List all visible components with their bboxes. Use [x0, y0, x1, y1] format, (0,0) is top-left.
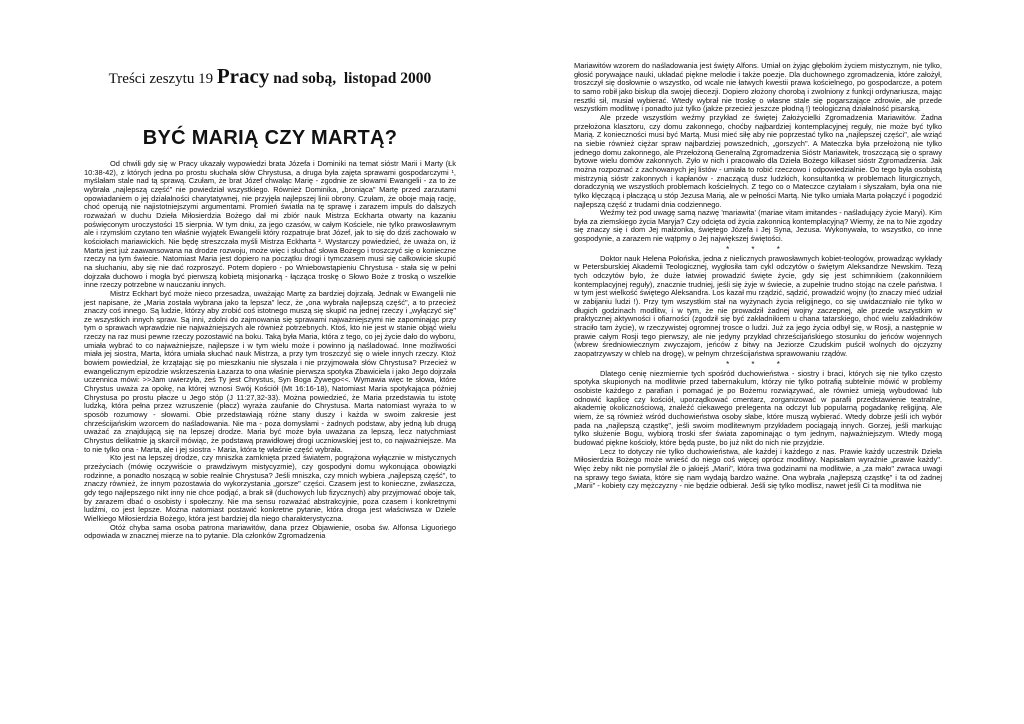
- paragraph: Dlatego cenię niezmiernie tych spośród duchowieństwa - siostry i braci, których się nie tylko często spotyka skupionych na modlitwie przed tabernakulum, którzy nie tylko potrafią subtelnie mówić w problemy osobiste każdego z parafian i pomagać je po Bożemu rozwiązywać, ale również umieją wybudować lub odnowić kaplicę czy kościół, uporządkować cmentarz, zorganizować w parafii przedstawienie teatralne, akademię okolicznościową, znaleźć ciekawego prelegenta na odczyt lub popularną pogadankę religijną. Ale wiem, że są również wśród duchowieństwa osoby słabe, które muszą wybierać. Wtedy dobrze jeśli ich wybór pada na „najlepszą cząstkę", jeśli swoim modlitewnym przykładem pociągają innych. Gorzej, jeśli markując tylko służenie Bogu, wybiorą troski sfer świata zapominając o tym jednym, najważniejszym. Wtedy mogą budować piękne kościoły, które będą puste, bo już nikt do nich nie przyjdzie.: [574, 368, 942, 447]
- paragraph: Ale przede wszystkim weźmy przykład ze świętej Założycielki Zgromadzenia Mariawitów. Żadna przełożona klasztoru, czy domu zakonnego, choćby najbardziej kontemplacyjnej reguły, nie może być tylko Marią. Z konieczności musi być Martą. Musi mieć siłę aby nie poprzestać tylko na „najlepszej części", ale wziąć na siebie również ciężar spraw najbardziej powszednich, „gorszych". A Mateczka była przełożoną nie tylko jednego domu zakonnego, ale Przełożoną Generalną Zgromadzenia Sióstr Mariawitek, troszczącą się o sprawy bytowe wielu domów zakonnych. Żyło w nich i pracowało dla Dzieła Bożego kilkaset sióstr Zgromadzenia. Jak można rozpoznać z zachowanych jej listów - umiała to robić rzeczowo i odpowiedzialnie. Do tego była osobistą mistrzynią sióstr zakonnych i kapłanów - znaczącą dusz ludzkich, konsultantką w problemach liturgicznych, doradczynią we wszystkich problemach kościelnych. Z tego co o Mateczce czytałam i słyszałam, była ona nie tylko klęczącą i płaczącą u stóp Jezusa Marią, ale w pełności Martą. Nie tylko umiała Marta połączyć i pogodzić najlepszą część z trudami dnia codziennego.: [574, 112, 942, 209]
- section-divider: * * *: [726, 244, 790, 254]
- article-title: BYĆ MARIĄ CZY MARTĄ?: [142, 127, 398, 149]
- paragraph: Lecz to dotyczy nie tylko duchowieństwa, ale każdej i każdego z nas. Prawie każdy uczestnik Dzieła Miłosierdzia Bożego może wnieść do niego coś więcej oprócz modlitwy. Napisałam wyraźnie „prawie każdy". Więc żeby nikt nie pomyślał źle o jakiejś „Marii", która trwa godzinami na modlitwie, a „za mało" zwraca uwagi na sprawy tego świata, które się nam wydają bardzo ważne. Ona wybrała „najlepszą cząstkę" i ta od żadnej „Marii" - kobiety czy mężczyzny - nie będzie odbierał. Jeśli się tylko modlisz, nawet jeśli Ci ta modlitwa nie: [574, 446, 942, 491]
- paragraph: Weźmy też pod uwagę samą nazwę 'mariawita' (mariae vitam imitandes - naśladujący życie Maryi). Kim była za ziemskiego życia Maryja? Czy odcięta od życia zakonnicą kontemplacyjną? Wiemy, że na to Nie zgodzy się znaczy się i dom Jej małżonka, świętego Józefa i Jej Syna, Jezusa. Wykonywała, to wszystko, co inne gospodynie, a zarazem nie wątpmy o Jej największej świętości.: [574, 208, 942, 244]
- paragraph: Mistrz Eckhart być może nieco przesadza, uważając Martę za bardziej dojrzałą. Jednak w Ewangelii nie jest napisane, że „Maria została wybrana jako ta lepsza" lecz, że „ona wybrała najlepszą część", a to przecież znaczy coś innego. Są ludzie, którzy aby zrobić coś istotnego muszą się skupić na jednej rzeczy i „wyłączyć się" ze wszystkich innych spraw. Są inni, zdolni do zajmowania się sprawami najważniejszymi nie zapominając przy tym o sprawach wprawdzie nie najważniejszych ale również potrzebnych. Ktoś, kto nie jest w stanie objąć wielu rzeczy na raz musi pewne rzeczy pozostawić na boku. Taką była Maria, która z tego, co jej życie dało do wyboru, umiała wybrać to co najważniejsze, najlepsze i w tym wielu może i powinno ją naśladować. Inne możliwości miała jej siostra, Marta, która umiała słuchać nauk Mistrza, a przy tym troszczyć się o wiele innych rzeczy. Ktoż bowiem powiedział, że krzątając się po mieszkaniu nie słyszała i nie przyjmowała słów Chrystusa? Przecież w ewangelicznym epizodzie wskrzeszenia Łazarza to ona właśnie pierwsza spotyka Zbawiciela i jako Jego dojrzała uczennica mówi: >>Jam uwierzyła, żeś Ty jest Chrystus, Syn Boga Żywego<<. Wymawia więc te słowa, które Chrystus uważa za opokę, na której wznosi Swój Kościół (Mt 16:16-18), Natomiast Maria spotykająca później Chrystusa po prostu płacze u Jego stóp (J 11:27,32-33). Można powiedzieć, że Maria przedstawia tu istotę ludzką, która pełna przez wzruszenie (płacz) wyraża zaufanie do Chrystusa. Marta natomiast wyraża to w sposób rozumowy - słowami. Obie przedstawiają różne stany duszy i każda w swoim zakresie jest chrześcijańskim wzorcem do naśladowania. Nie ma - poza domysłami - żadnych podstaw, aby jedną lub drugą uważać za znajdującą się na lepszej drodze. Maria być może była uważana za lepszą, lecz natychmiast Chrystus delikatnie ją skarcił mówiąc, że podstawą prawidłowej drogi uczniowskiej jest to, co najważniejsze. Ma to nie tylko ona - Marta, ale i jej siostra - Maria, która tę właśnie część wybrała.: [84, 288, 456, 454]
- page-header: [84, 64, 456, 89]
- left-column: [84, 0, 456, 541]
- paragraph: Otóż chyba sama osoba patrona mariawitów, dana przez Objawienie, osoba św. Alfonsa Liguoriego odpowiada w znacznej mierze na to pytanie. Dla członków Zgromadzenia: [84, 522, 456, 541]
- paragraph: Doktor nauk Helena Połońska, jedna z nielicznych prawosławnych kobiet-teologów, prowadząc wykłady w Petersburskiej Akademii Teologicznej, wygłosiła tam cykl odczytów o świętym Aleksandrze Newskim. Tezą tych odczytów było, że duże łatwiej prowadzić święte życie, gdy się jest schimnikiem (zakonnikiem kontemplacyjnej reguły), znacznie trudniej, jeśli się żyje w świecie, a zupełnie trudno stojąc na czele państwa. I w tym jest wielkość świętego Aleksandra. Los kazał mu rządzić, sądzić, prowadzić wojny (to znaczy mieć udział w zabijaniu ludzi !). Przy tym wszystkim stał na wyżynach życia religijnego, co się uwidaczniało nie tylko w długich godzinach modlitw, i w tym, że nie prowadził żadnej wojny zaczepnej, ale przede wszystkim w praktycznej aktywności i ofiarności (zgodził się być zakładnikiem u chana tatarskiego, choć wielu zakładników straciło tam życie), w rzeczywistej ogromnej trosce o ludzi. Już za jego życia odbył się, w Rosji, a następnie w prawie całym Rosji tego pierwszy, ale nie jedyny przykład chrześcijańskiego stosunku do jeńców wojennych (wbrew średniowiecznym zwyczajom, jeńców z bitwy na Jeziorze Czudskim puścił wolnych do ojczyzny zaopatrzywszy w chleb na drogę), w pełnym chrześcijaństwa sprawowaniu rządów.: [574, 253, 942, 358]
- header-middle: nad sobą,: [269, 70, 337, 87]
- paragraph: Od chwili gdy się w Pracy ukazały wypowiedzi brata Józefa i Dominiki na temat sióstr Marii i Marty (Łk 10:38-42), z których jedna po prostu słuchała słów Chrystusa, a druga była zajęta sprawami gospodarczymi ¹, myślałam stale nad tą sprawą. Czułam, że brat Józef chwaląc Marię - zgodnie ze słowami Ewangelii - za to że wybrała „najlepszą część" nie powiedział wszystkiego. Również Dominika, „broniąca" Martę przed zarzutami opowiadaniem o jej działalności charytatywnej, nie przyjęła najlepszej linii obrony. Czułam, że oboje mają rację, choć operują nie najistotniejszymi argumentami. Promień światła na tę sprawę i zarazem impuls do dalszych rozważań w duchu Dzieła Miłosierdzia Bożego dał mi zbiór nauk Mistrza Eckharta otwarty na kazaniu poświęconym uroczystości 15 sierpnia. W tym dniu, za jego czasów, w całym Kościele, nie tylko prawosławnym ale i rzymskim czytano ten właśnie wyjątek Ewangelii który rozpatruje brat Józef, jak to się do dziś zachowało w kościołach mariawickich. Nie będę streszczała myśli Mistrza Eckharta ². Wystarczy powiedzieć, że uważa on, iż Marta jest już zaawansowana na drodze rozwoju, może więc i słuchać słowa Bożego i troszczyć się o konieczne rzeczy na tym świecie. Natomiast Maria jest dopiero na początku drogi i tymczasem musi się całkowicie skupić na słuchaniu, aby się nie dać rozproszyć. Potem dopiero - po Wniebowstąpieniu Chrystusa - stała się w pełni dojrzała duchowo i mogła być pierwszą kobietą misjonarką - łącząca troskę o Słowo Boże z troską o wszelkie inne rzeczy potrzebne w nauczaniu innych.: [84, 159, 456, 290]
- paragraph: Kto jest na lepszej drodze, czy mniszka zamknięta przed światem, pogrążona wyłącznie w mistycznych przeżyciach (mówię oczywiście o prawdziwym mistycyzmie), czy gospodyni domu wykonująca obowiązki rodzinne, a ponadto noszącą w sobie realnie Chrystusa? Jeśli mniszka, czy mnich wybiera „najlepszą część", to znaczy również, że innym pozostawia do wykorzystania „gorsze" części. Czasem jest to konieczne, zwłaszcza, gdy tego najlepszego nikt inny nie chce podjąć, a brak sił (duchowych lub fizycznych) aby przyjmować oboje tak, by zarazem dbać o osobisty i społeczny. Nie ma sensu rozważać abstrakcyjnie, poza czasem i konkretnymi ludźmi, co jest lepsze. Można natomiast postawić konkretne pytanie, która droga jest właściwsza w Dziele Wielkiego Miłosierdzia Bożego, która jest bardziej dla niego charakterystyczna.: [84, 453, 456, 523]
- header-brand: Pracy: [216, 64, 270, 88]
- left-column-body: [84, 160, 456, 541]
- header-date: listopad 2000: [336, 70, 432, 87]
- right-column: [574, 62, 942, 491]
- section-divider: * * *: [726, 359, 790, 369]
- header-prefix: Treści zeszytu 19: [108, 71, 217, 87]
- paragraph: Mariawitów wzorem do naśladowania jest święty Alfons. Umiał on żyjąc głębokim życiem mistycznym, nie tylko, głosić porywające nauki, układać piękne melodie i także poezje. Dla duchownego zgromadzenia, które założył, troszczył się dosłownie o wszystko, od wcale nie łatwych kwestii prawa kościelnego, po gospodarcze, a potem to samo robił jako biskup dla swojej diecezji. Dopiero złożony chorobą i zwolniony z funkcji ordynariusza, mając resztki sił, musiał wybierać. Wtedy wybrał nie troskę o własne stale się pogarszające zdrowie, ale przede wszystkim modlitwę i ponadto już tylko (jakże przecież jeszcze płodną !) teologiczną działalność pisarską.: [574, 61, 942, 114]
